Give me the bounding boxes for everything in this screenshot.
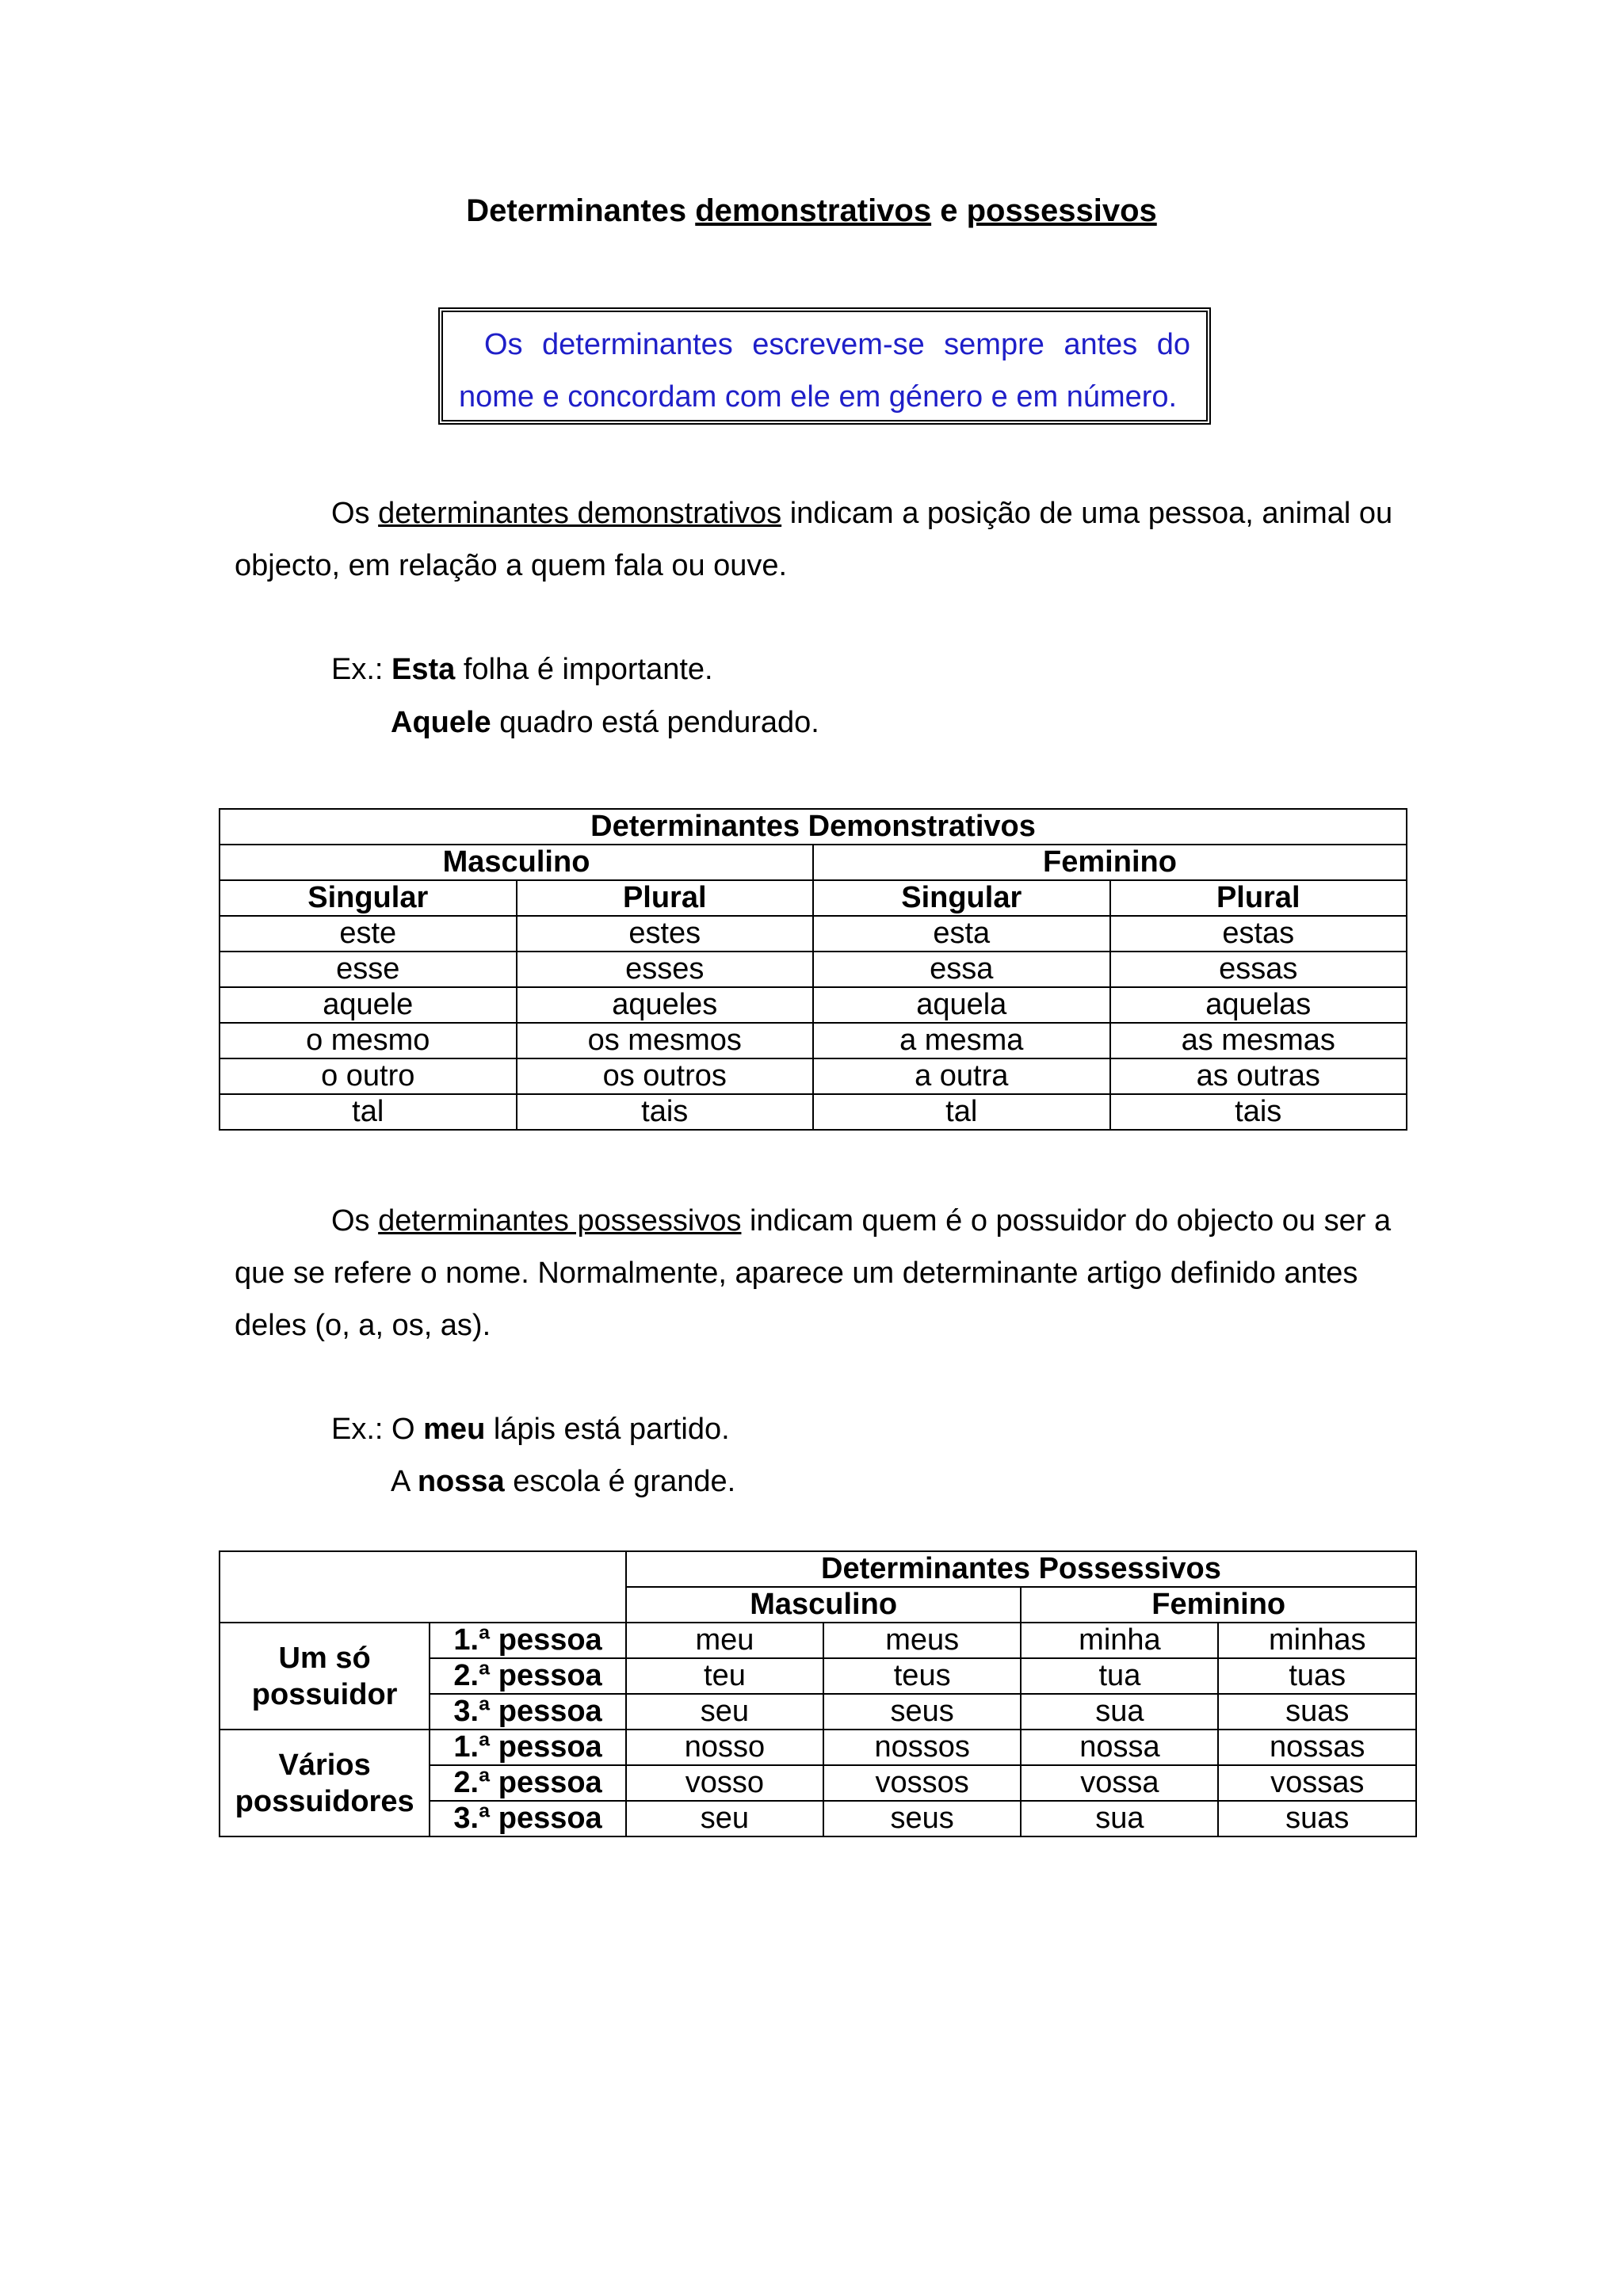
- person-cell: 1.ª pessoa: [430, 1623, 626, 1658]
- empty-corner-cell: [220, 1551, 626, 1623]
- table-cell: tais: [517, 1094, 814, 1130]
- table-row: [220, 916, 1407, 952]
- example-keyword: Aquele: [391, 706, 491, 739]
- person-cell: 1.ª pessoa: [430, 1730, 626, 1765]
- demonstrativos-intro-term: determinantes demonstrativos: [378, 497, 782, 530]
- possessivos-example-2: [391, 1455, 735, 1508]
- header-plural-fem: Plural: [1110, 880, 1407, 916]
- example-prefix: A: [391, 1465, 410, 1498]
- table-row: [220, 1623, 1416, 1658]
- example-rest: lápis está partido.: [493, 1413, 730, 1446]
- title-part-3: e: [940, 193, 958, 228]
- table-cell: teus: [823, 1658, 1021, 1694]
- table-cell: estas: [1110, 916, 1407, 952]
- rule-note-line-2: nome e concordam com ele em género e em número.: [459, 380, 1178, 414]
- table-cell: a outra: [813, 1058, 1110, 1094]
- table-cell: vossas: [1218, 1765, 1416, 1801]
- table-cell: aqueles: [517, 987, 814, 1023]
- table-cell: nossas: [1218, 1730, 1416, 1765]
- possessivos-intro-before: Os: [331, 1204, 370, 1238]
- rule-note-line-1: Os determinantes escrevem-se sempre antes do: [484, 328, 1190, 361]
- table-row: [220, 1058, 1407, 1094]
- demonstrativos-intro: [235, 487, 1400, 592]
- table-title: Determinantes Possessivos: [626, 1551, 1416, 1587]
- table-cell: tua: [1021, 1658, 1218, 1694]
- table-cell: sua: [1021, 1694, 1218, 1730]
- table-cell: vossa: [1021, 1765, 1218, 1801]
- table-cell: essas: [1110, 952, 1407, 987]
- demonstrativos-table: [219, 808, 1407, 1131]
- gender-feminino: Feminino: [813, 845, 1407, 880]
- possessivos-table: [219, 1550, 1417, 1837]
- table-cell: as outras: [1110, 1058, 1407, 1094]
- example-rest: escola é grande.: [513, 1465, 736, 1498]
- title-part-1: Determinantes: [466, 193, 687, 228]
- table-cell: aquelas: [1110, 987, 1407, 1023]
- gender-row: [220, 845, 1407, 880]
- group-label-line-1: Um só: [278, 1641, 371, 1675]
- table-cell: seu: [626, 1801, 823, 1836]
- table-cell: as mesmas: [1110, 1023, 1407, 1058]
- example-keyword: Esta: [391, 653, 456, 686]
- table-row: [220, 1094, 1407, 1130]
- gender-masculino: Masculino: [626, 1587, 1021, 1623]
- table-cell: nossos: [823, 1730, 1021, 1765]
- possessivos-intro: [235, 1195, 1400, 1352]
- table-cell: seus: [823, 1694, 1021, 1730]
- table-cell: tal: [813, 1094, 1110, 1130]
- possessivos-intro-line-3: deles (o, a, os, as).: [235, 1309, 491, 1342]
- possessivos-intro-after: indicam quem é o possuidor do objecto ou ser a: [750, 1204, 1392, 1238]
- table-row: [220, 952, 1407, 987]
- table-cell: esses: [517, 952, 814, 987]
- table-cell: vossos: [823, 1765, 1021, 1801]
- example-prefix: Ex.: O: [331, 1413, 415, 1446]
- group-um-so-possuidor: [220, 1623, 430, 1730]
- title-possessivos: possessivos: [966, 193, 1157, 228]
- header-plural-masc: Plural: [517, 880, 814, 916]
- table-cell: tal: [220, 1094, 517, 1130]
- table-cell: minha: [1021, 1623, 1218, 1658]
- group-label-line-2: possuidores: [235, 1784, 414, 1818]
- demonstrativos-intro-before: Os: [331, 497, 370, 530]
- rule-note-box: [438, 307, 1211, 425]
- group-varios-possuidores: [220, 1730, 430, 1836]
- table-cell: meu: [626, 1623, 823, 1658]
- table-cell: minhas: [1218, 1623, 1416, 1658]
- number-header-row: [220, 880, 1407, 916]
- table-cell: aquela: [813, 987, 1110, 1023]
- example-keyword: meu: [423, 1413, 486, 1446]
- table-cell: seus: [823, 1801, 1021, 1836]
- table-cell: nossa: [1021, 1730, 1218, 1765]
- table-cell: vosso: [626, 1765, 823, 1801]
- person-cell: 3.ª pessoa: [430, 1694, 626, 1730]
- header-singular-masc: Singular: [220, 880, 517, 916]
- demonstrativos-intro-line-2: objecto, em relação a quem fala ou ouve.: [235, 549, 788, 582]
- table-cell: aquele: [220, 987, 517, 1023]
- gender-feminino: Feminino: [1021, 1587, 1416, 1623]
- table-cell: o outro: [220, 1058, 517, 1094]
- demonstrativos-example-2: [391, 696, 819, 749]
- person-cell: 2.ª pessoa: [430, 1658, 626, 1694]
- table-row: [220, 1023, 1407, 1058]
- possessivos-example-1: [331, 1403, 730, 1455]
- table-cell: suas: [1218, 1801, 1416, 1836]
- table-cell: suas: [1218, 1694, 1416, 1730]
- table-cell: esta: [813, 916, 1110, 952]
- title-demonstrativos: demonstrativos: [695, 193, 932, 228]
- person-cell: 3.ª pessoa: [430, 1801, 626, 1836]
- group-label-line-1: Vários: [278, 1748, 371, 1782]
- table-cell: este: [220, 916, 517, 952]
- group-label-line-2: possuidor: [251, 1677, 398, 1711]
- table-cell: sua: [1021, 1801, 1218, 1836]
- person-cell: 2.ª pessoa: [430, 1765, 626, 1801]
- example-rest: quadro está pendurado.: [499, 706, 819, 739]
- header-singular-fem: Singular: [813, 880, 1110, 916]
- table-row: [220, 987, 1407, 1023]
- table-cell: o mesmo: [220, 1023, 517, 1058]
- page-title: [0, 190, 1623, 231]
- table-title: Determinantes Demonstrativos: [220, 809, 1407, 845]
- example-keyword: nossa: [417, 1465, 505, 1498]
- possessivos-intro-line-2: que se refere o nome. Normalmente, aparece um determinante artigo definido antes: [235, 1257, 1358, 1290]
- example-rest: folha é importante.: [463, 653, 713, 686]
- table-cell: seu: [626, 1694, 823, 1730]
- table-cell: os outros: [517, 1058, 814, 1094]
- table-cell: tuas: [1218, 1658, 1416, 1694]
- table-cell: teu: [626, 1658, 823, 1694]
- table-cell: nosso: [626, 1730, 823, 1765]
- gender-masculino: Masculino: [220, 845, 813, 880]
- table-cell: essa: [813, 952, 1110, 987]
- table-cell: tais: [1110, 1094, 1407, 1130]
- table-cell: os mesmos: [517, 1023, 814, 1058]
- table-title-row: [220, 1551, 1416, 1587]
- demonstrativos-intro-after: indicam a posição de uma pessoa, animal ou: [789, 497, 1393, 530]
- possessivos-intro-term: determinantes possessivos: [378, 1204, 742, 1238]
- table-cell: esse: [220, 952, 517, 987]
- table-cell: meus: [823, 1623, 1021, 1658]
- example-prefix: Ex.:: [331, 653, 384, 686]
- table-cell: estes: [517, 916, 814, 952]
- table-title-row: [220, 809, 1407, 845]
- table-row: [220, 1730, 1416, 1765]
- demonstrativos-example-1: [331, 643, 713, 696]
- table-cell: a mesma: [813, 1023, 1110, 1058]
